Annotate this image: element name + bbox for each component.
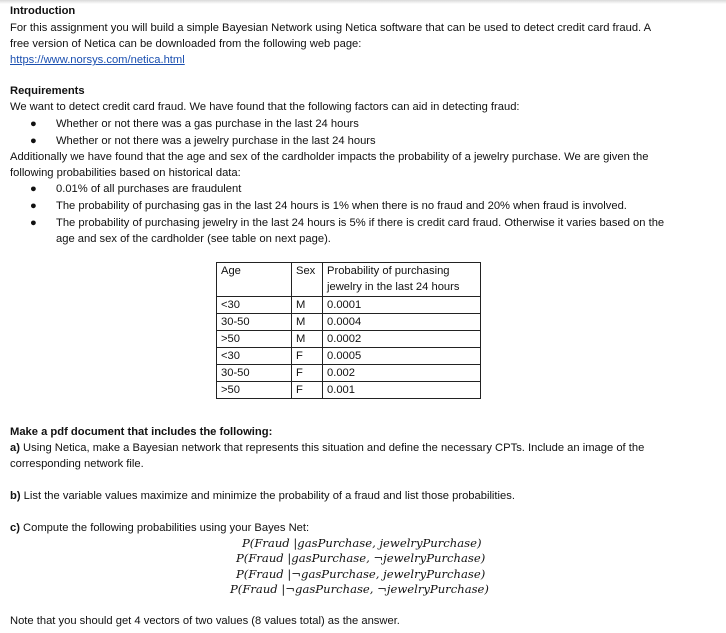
table-row xyxy=(217,297,481,314)
item-a-line-2: corresponding network file. xyxy=(10,458,144,470)
table-row xyxy=(217,365,481,382)
table-row xyxy=(217,382,481,399)
bullet-icon: ● xyxy=(30,135,37,147)
requirements-line-1: We want to detect credit card fraud. We have found that the following factors can aid in detecting fraud: xyxy=(10,101,520,113)
item-c xyxy=(10,521,309,535)
page-top-shadow xyxy=(0,0,726,4)
intro-line-1: For this assignment you will build a simple Bayesian Network using Netica software that can be used to detect credit card fraud. A xyxy=(10,22,652,34)
cell-sex: M xyxy=(292,297,323,314)
bullet-icon: ● xyxy=(30,183,37,195)
item-a-label: a) xyxy=(10,442,20,454)
cell-sex: F xyxy=(292,365,323,382)
header-probability-line-1: Probability of purchasing xyxy=(327,265,450,277)
requirements-heading: Requirements xyxy=(10,85,85,97)
cell-age: <30 xyxy=(217,297,292,314)
cell-age: >50 xyxy=(217,382,292,399)
cell-age: >50 xyxy=(217,331,292,348)
table-header-row xyxy=(217,263,481,297)
cell-probability: 0.0001 xyxy=(323,297,481,314)
header-probability-line-2: jewelry in the last 24 hours xyxy=(327,281,460,293)
cell-sex: F xyxy=(292,348,323,365)
cell-probability: 0.002 xyxy=(323,365,481,382)
jewelry-probability-table xyxy=(216,262,481,399)
table-row xyxy=(217,314,481,331)
cell-age: <30 xyxy=(217,348,292,365)
bullet-icon: ● xyxy=(30,118,37,130)
probability-equation: P(Fraud |gasPurchase, ¬jewelryPurchase) xyxy=(236,551,486,565)
bullet-icon: ● xyxy=(30,217,37,229)
cell-sex: M xyxy=(292,314,323,331)
netica-download-link[interactable]: https://www.norsys.com/netica.html xyxy=(10,54,185,66)
requirements-line-3: following probabilities based on historical data: xyxy=(10,167,241,179)
cell-age: 30-50 xyxy=(217,365,292,382)
header-sex: Sex xyxy=(292,263,323,297)
factor-text: Whether or not there was a gas purchase in the last 24 hours xyxy=(56,118,359,130)
table-row xyxy=(217,331,481,348)
cell-sex: F xyxy=(292,382,323,399)
cell-probability: 0.0005 xyxy=(323,348,481,365)
intro-line-2: free version of Netica can be downloaded from the following web page: xyxy=(10,38,362,50)
item-b-label: b) xyxy=(10,490,21,502)
fact-text: The probability of purchasing jewelry in the last 24 hours is 5% if there is credit card fraud. Otherwise it varies based on the xyxy=(56,217,665,229)
probability-equation: P(Fraud |¬gasPurchase, jewelryPurchase) xyxy=(236,567,486,581)
cell-probability: 0.0004 xyxy=(323,314,481,331)
item-b xyxy=(10,489,515,503)
cell-probability: 0.001 xyxy=(323,382,481,399)
fact-text: 0.01% of all purchases are fraudulent xyxy=(56,183,242,195)
requirements-line-2: Additionally we have found that the age and sex of the cardholder impacts the probability of a jewelry purchase. We are given the xyxy=(10,151,649,163)
answer-note: Note that you should get 4 vectors of two values (8 values total) as the answer. xyxy=(10,615,400,627)
netica-link-row xyxy=(10,53,185,67)
fact-text: The probability of purchasing gas in the last 24 hours is 1% when there is no fraud and 20% when fraud is involved. xyxy=(56,200,627,212)
factor-text: Whether or not there was a jewelry purchase in the last 24 hours xyxy=(56,135,376,147)
item-b-text: List the variable values maximize and minimize the probability of a fraud and list those probabilities. xyxy=(20,490,515,502)
bullet-icon: ● xyxy=(30,200,37,212)
item-c-text: Compute the following probabilities using your Bayes Net: xyxy=(19,522,310,534)
probability-equation: P(Fraud |gasPurchase, jewelryPurchase) xyxy=(242,536,482,550)
probability-equation: P(Fraud |¬gasPurchase, ¬jewelryPurchase) xyxy=(230,582,489,596)
intro-heading: Introduction xyxy=(10,5,76,17)
header-probability xyxy=(323,263,481,297)
deliverables-heading: Make a pdf document that includes the following: xyxy=(10,426,273,438)
fact-continuation: age and sex of the cardholder (see table on next page). xyxy=(56,233,331,245)
header-age: Age xyxy=(217,263,292,297)
table-row xyxy=(217,348,481,365)
cell-sex: M xyxy=(292,331,323,348)
item-a-text: Using Netica, make a Bayesian network that represents this situation and define the necessary CPTs. Include an image of the xyxy=(19,442,645,454)
cell-age: 30-50 xyxy=(217,314,292,331)
item-a-line-1 xyxy=(10,441,644,455)
item-c-label: c) xyxy=(10,522,20,534)
cell-probability: 0.0002 xyxy=(323,331,481,348)
